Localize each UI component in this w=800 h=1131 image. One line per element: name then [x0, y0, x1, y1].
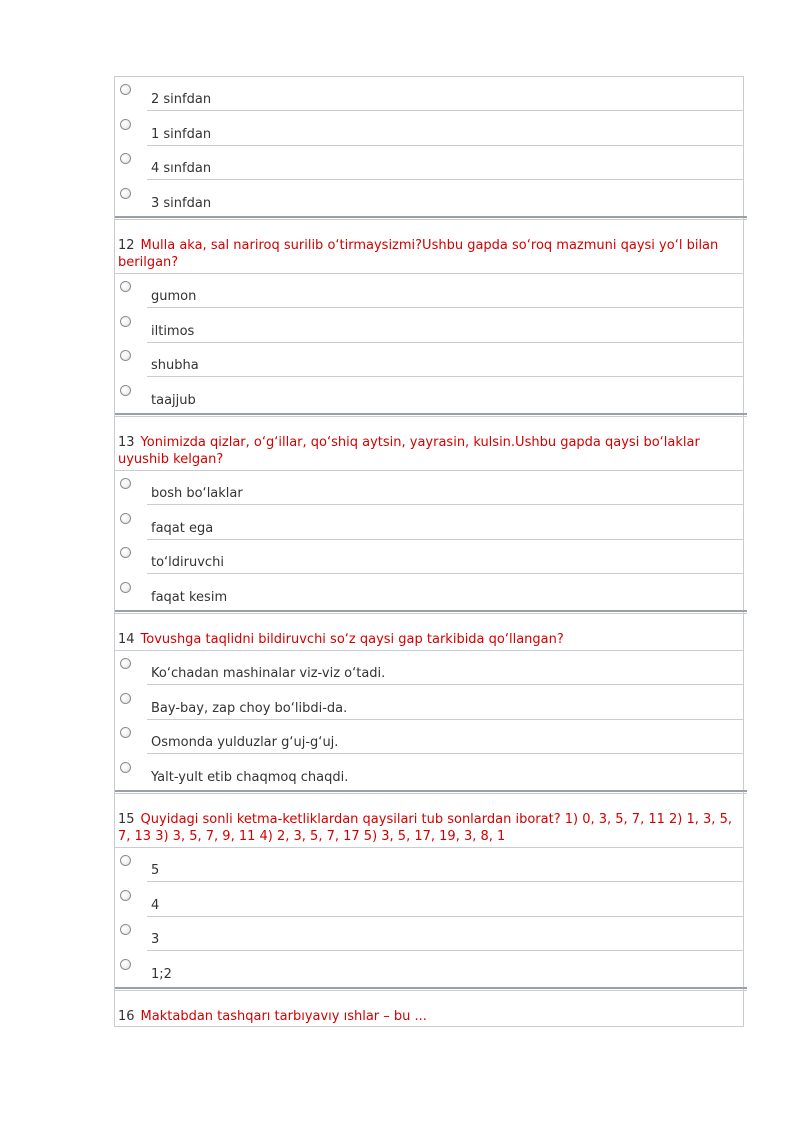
option-row[interactable]: [115, 755, 743, 789]
divider: [147, 684, 743, 685]
radio-button[interactable]: [120, 959, 131, 970]
option-label: shubha: [151, 358, 199, 373]
option-label: taajjub: [151, 393, 196, 408]
radio-button[interactable]: [120, 693, 131, 704]
option-row[interactable]: [115, 506, 743, 540]
radio-button[interactable]: [120, 188, 131, 199]
radio-button[interactable]: [120, 547, 131, 558]
divider: [147, 179, 743, 180]
option-row[interactable]: [115, 343, 743, 377]
question-number: 12: [118, 238, 135, 253]
option-row[interactable]: [115, 77, 743, 111]
divider: [147, 307, 743, 308]
option-label: faqat kesim: [151, 590, 228, 605]
question-number: 16: [118, 1009, 135, 1024]
option-row[interactable]: [115, 575, 743, 609]
question-separator: [115, 413, 747, 417]
option-label: bosh bo‘laklar: [151, 486, 243, 501]
option-row[interactable]: [115, 686, 743, 720]
question-15-text: [118, 811, 738, 845]
divider: [147, 573, 743, 574]
option-label: 4 sınfdan: [151, 161, 212, 176]
option-label: 4: [151, 898, 160, 913]
option-row[interactable]: [115, 112, 743, 146]
divider: [147, 504, 743, 505]
radio-button[interactable]: [120, 350, 131, 361]
option-label: iltimos: [151, 324, 195, 339]
radio-button[interactable]: [120, 513, 131, 524]
option-row[interactable]: [115, 883, 743, 917]
radio-button[interactable]: [120, 890, 131, 901]
option-label: 1 sinfdan: [151, 127, 212, 142]
divider: [147, 376, 743, 377]
question-separator: [115, 987, 747, 991]
divider: [147, 110, 743, 111]
question-separator: [115, 790, 747, 794]
radio-button[interactable]: [120, 924, 131, 935]
question-separator: [115, 216, 747, 220]
question-16-text: [118, 1008, 738, 1025]
question-number: 14: [118, 632, 135, 647]
question-14-text: [118, 631, 738, 648]
option-row[interactable]: [115, 309, 743, 343]
option-label: gumon: [151, 289, 197, 304]
question-number: 13: [118, 435, 135, 450]
question-number: 15: [118, 812, 135, 827]
option-row[interactable]: [115, 540, 743, 574]
radio-button[interactable]: [120, 316, 131, 327]
radio-button[interactable]: [120, 119, 131, 130]
option-label: Yalt-yult etib chaqmoq chaqdi.: [151, 770, 349, 785]
option-label: 2 sinfdan: [151, 92, 212, 107]
option-row[interactable]: [115, 848, 743, 882]
option-label: to‘ldiruvchi: [151, 555, 224, 570]
divider: [147, 881, 743, 882]
radio-button[interactable]: [120, 727, 131, 738]
radio-button[interactable]: [120, 658, 131, 669]
divider: [147, 950, 743, 951]
radio-button[interactable]: [120, 762, 131, 773]
quiz-panel: [114, 76, 744, 1027]
option-label: Ko‘chadan mashinalar viz-viz o‘tadi.: [151, 666, 386, 681]
question-prompt: Yonimizda qizlar, o‘g‘illar, qo‘shiq aytsin, yayrasin, kulsin.Ushbu gapda qaysi bo‘laklar uyushib kelgan?: [118, 435, 700, 467]
question-prompt: Maktabdan tashqarı tarbıyavıy ıshlar – bu ...: [140, 1009, 427, 1024]
question-13-text: [118, 434, 738, 468]
radio-button[interactable]: [120, 582, 131, 593]
radio-button[interactable]: [120, 478, 131, 489]
option-label: Osmonda yulduzlar g‘uj-g‘uj.: [151, 735, 339, 750]
radio-button[interactable]: [120, 281, 131, 292]
question-prompt: Quyidagi sonli ketma-ketliklardan qaysilari tub sonlardan iborat? 1) 0, 3, 5, 7, 11 2) 1, 3, 5, 7, 13 3) 3, 5, 7, 9, 11 4) 2, 3, 5, 7, 17 5) 3, 5, 17, 19, 3, 8, 1: [118, 812, 732, 844]
question-separator: [115, 610, 747, 614]
radio-button[interactable]: [120, 153, 131, 164]
radio-button[interactable]: [120, 385, 131, 396]
option-label: 1;2: [151, 967, 172, 982]
option-row[interactable]: [115, 720, 743, 754]
question-prompt: Mulla aka, sal nariroq surilib o‘tirmaysizmi?Ushbu gapda so‘roq mazmuni qaysi yo‘l bilan berilgan?: [118, 238, 719, 270]
divider: [147, 753, 743, 754]
radio-button[interactable]: [120, 855, 131, 866]
option-row[interactable]: [115, 146, 743, 180]
option-row[interactable]: [115, 274, 743, 308]
option-row[interactable]: [115, 181, 743, 215]
option-row[interactable]: [115, 917, 743, 951]
question-prompt: Tovushga taqlidni bildiruvchi so‘z qaysi gap tarkibida qo‘llangan?: [140, 632, 564, 647]
option-row[interactable]: [115, 651, 743, 685]
option-row[interactable]: [115, 378, 743, 412]
radio-button[interactable]: [120, 84, 131, 95]
option-row[interactable]: [115, 952, 743, 986]
option-label: Bay-bay, zap choy bo‘libdi-da.: [151, 701, 348, 716]
option-label: faqat ega: [151, 521, 214, 536]
option-label: 3: [151, 932, 160, 947]
option-label: 3 sinfdan: [151, 196, 212, 211]
option-row[interactable]: [115, 471, 743, 505]
question-12-text: [118, 237, 738, 271]
option-label: 5: [151, 863, 160, 878]
